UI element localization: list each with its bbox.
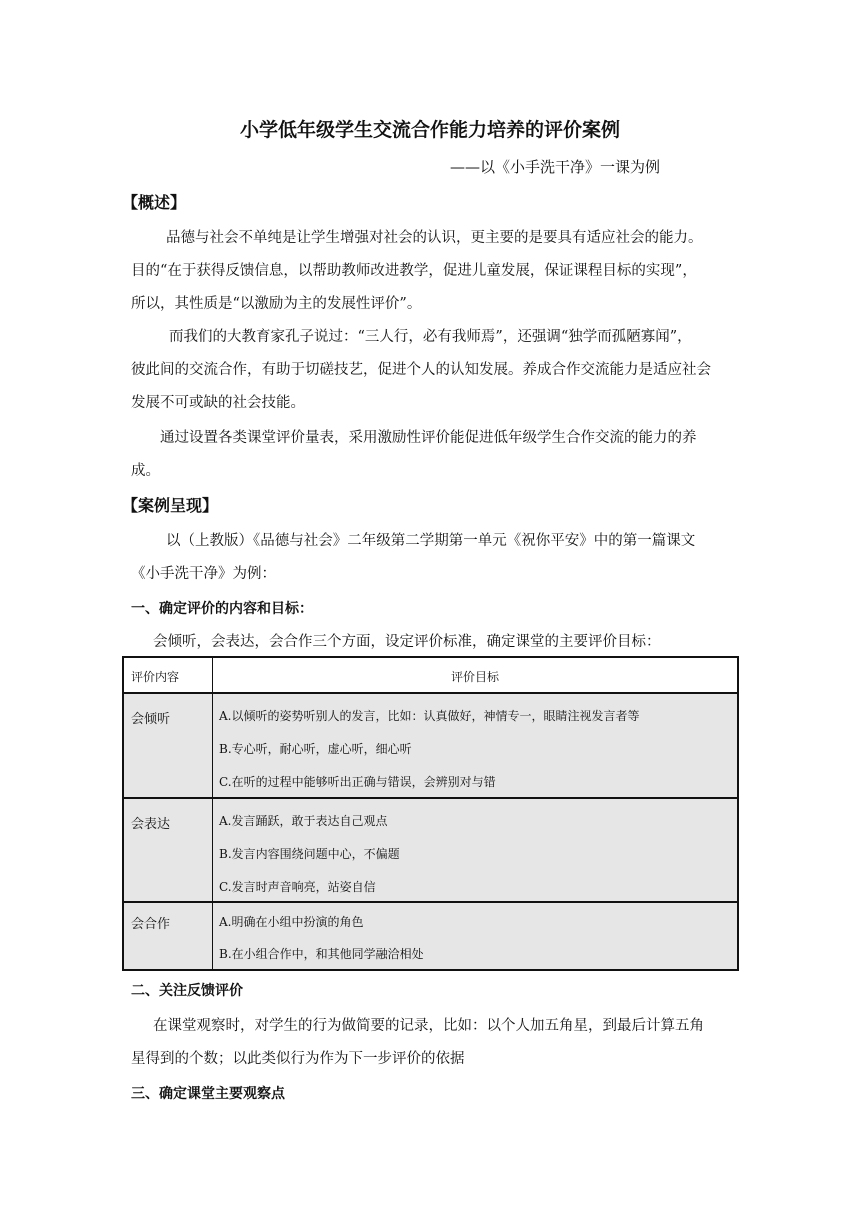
paragraph-line: 以（上教版）《品德与社会》二年级第二学期第一单元《祝你平安》中的第一篇课文	[166, 533, 696, 549]
goal-item: B.在小组合作中，和其他同学融洽相处	[219, 947, 424, 961]
table-header-row	[124, 658, 737, 694]
goal-item: B.专心听，耐心听，虚心听，细心听	[219, 742, 412, 756]
document-title: 小学低年级学生交流合作能力培养的评价案例	[239, 119, 620, 141]
paragraph-line: 彼此间的交流合作，有助于切磋技艺，促进个人的认知发展。养成合作交流能力是适应社会	[131, 362, 711, 378]
goal-item: A.以倾听的姿势听别人的发言，比如：认真做好，神情专一，眼睛注视发言者等	[219, 709, 640, 723]
table-row	[124, 799, 737, 903]
paragraph-line: 在课堂观察时，对学生的行为做简要的记录，比如：以个人加五角星，到最后计算五角	[153, 1018, 704, 1034]
paragraph-line: 通过设置各类课堂评价量表，采用激励性评价能促进低年级学生合作交流的能力的养	[160, 430, 697, 446]
goal-item: A.发言踊跃，敢于表达自己观点	[219, 814, 388, 828]
table-row	[124, 694, 737, 799]
paragraph-line: 《小手洗干净》为例：	[131, 566, 276, 582]
section-1-heading: 一、确定评价的内容和目标：	[131, 601, 313, 617]
section-2-heading: 二、关注反馈评价	[131, 983, 243, 999]
document-subtitle: ——以《小手洗干净》一课为例	[450, 158, 661, 176]
category-cell: 会合作	[131, 917, 171, 932]
category-cell: 会倾听	[131, 712, 171, 727]
paragraph-line: 所以，其性质是“以激励为主的发展性评价”。	[131, 296, 422, 312]
header-goal-cell: 评价目标	[450, 670, 499, 684]
goal-item: C.发言时声音响亮，站姿自信	[219, 880, 376, 894]
goal-item: B.发言内容围绕问题中心，不偏题	[219, 847, 400, 861]
goal-item: A.明确在小组中扮演的角色	[219, 915, 364, 929]
paragraph-line: 会倾听，会表达，会合作三个方面，设定评价标准，确定课堂的主要评价目标：	[153, 634, 661, 650]
paragraph-line: 而我们的大教育家孔子说过：“三人行，必有我师焉”，还强调“独学而孤陋寡闻”，	[169, 329, 692, 345]
overview-heading: 【概述】	[122, 193, 187, 212]
paragraph-line: 星得到的个数；以此类似行为作为下一步评价的依据	[131, 1051, 465, 1067]
table-row	[124, 903, 737, 969]
category-cell: 会表达	[131, 817, 171, 832]
paragraph-line: 目的“在于获得反馈信息，以帮助教师改进教学，促进儿童发展，保证课程目标的实现”，	[131, 263, 697, 279]
goal-item: C.在听的过程中能够听出正确与错误，会辨别对与错	[219, 775, 496, 789]
evaluation-table	[122, 656, 739, 971]
header-content-cell: 评价内容	[131, 670, 180, 684]
case-heading: 【案例呈现】	[122, 496, 219, 515]
section-3-heading: 三、确定课堂主要观察点	[131, 1086, 285, 1102]
paragraph-line: 发展不可或缺的社会技能。	[131, 395, 305, 411]
paragraph-line: 成。	[131, 463, 160, 479]
paragraph-line: 品德与社会不单纯是让学生增强对社会的认识，更主要的是要具有适应社会的能力。	[166, 230, 703, 246]
